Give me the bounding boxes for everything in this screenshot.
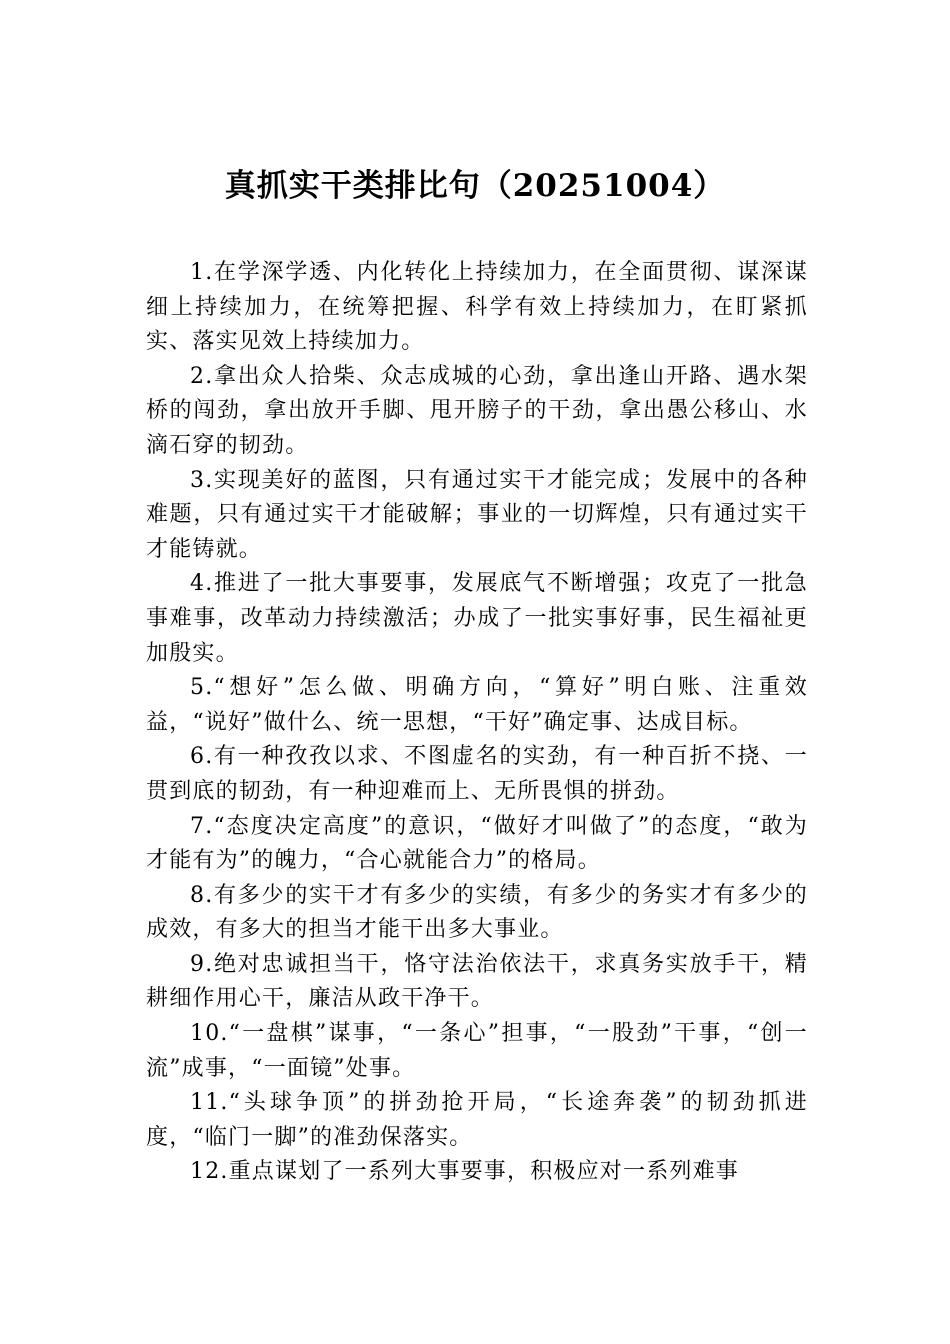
paragraph-7: 7.“态度决定高度”的意识，“做好才叫做了”的态度，“敢为才能有为”的魄力，“合心就能合力”的格局。 <box>146 813 808 874</box>
paragraph-5: 5.“想好”怎么做、明确方向，“算好”明白账、注重效益，“说好”做什么、统一思想，“干好”确定事、达成目标。 <box>146 675 808 735</box>
paragraph-1: 1.在学深学透、内化转化上持续加力，在全面贯彻、谋深谋细上持续加力，在统筹把握、科学有效上持续加力，在盯紧抓实、落实见效上持续加力。 <box>146 260 808 355</box>
paragraph-11: 11.“头球争顶”的拼劲抢开局，“长途奔袭”的韧劲抓进度，“临门一脚”的准劲保落实。 <box>146 1090 808 1150</box>
paragraph-12: 12.重点谋划了一系列大事要事，积极应对一系列难事 <box>190 1159 739 1185</box>
page-title: 真抓实干类排比句（20251004） <box>224 168 726 204</box>
paragraph-3: 3.实现美好的蓝图，只有通过实干才能完成；发展中的各种难题，只有通过实干才能破解；事业的一切辉煌，只有通过实干才能铸就。 <box>146 467 808 562</box>
document-body <box>146 256 808 1190</box>
paragraph-10: 10.“一盘棋”谋事，“一条心”担事，“一股劲”干事，“创一流”成事，“一面镜”处事。 <box>146 1021 808 1081</box>
paragraph-2: 2.拿出众人拾柴、众志成城的心劲，拿出逢山开路、遇水架桥的闯劲，拿出放开手脚、甩开膀子的干劲，拿出愚公移山、水滴石穿的韧劲。 <box>146 363 808 458</box>
paragraph-9: 9.绝对忠诚担当干，恪守法治依法干，求真务实放手干，精耕细作用心干，廉洁从政干净干。 <box>146 951 808 1012</box>
paragraph-6: 6.有一种孜孜以求、不图虚名的实劲，有一种百折不挠、一贯到底的韧劲，有一种迎难而上、无所畏惧的拼劲。 <box>146 744 808 804</box>
paragraph-4: 4.推进了一批大事要事，发展底气不断增强；攻克了一批急事难事，改革动力持续激活；办成了一批实事好事，民生福祉更加殷实。 <box>146 571 808 666</box>
paragraph-8: 8.有多少的实干才有多少的实绩，有多少的务实才有多少的成效，有多大的担当才能干出多大事业。 <box>146 882 808 943</box>
